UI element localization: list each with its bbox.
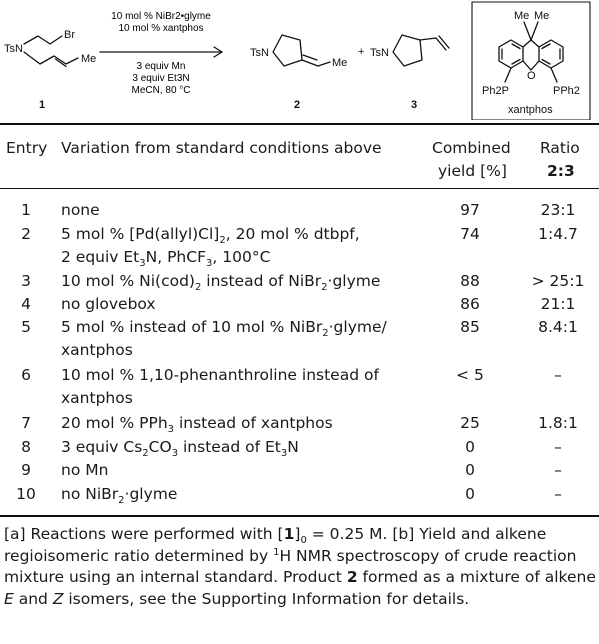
cell-variation: no Mn: [61, 461, 109, 479]
reaction-scheme: [0, 0, 599, 120]
compound-number: 2: [294, 99, 301, 111]
cell-ratio: 1:4.7: [538, 225, 578, 243]
cell-yield: 74: [460, 225, 480, 243]
cell-entry: 3: [21, 272, 31, 290]
atom-label: TsN: [250, 47, 269, 59]
cell-yield: 0: [465, 438, 475, 456]
header-entry: Entry: [6, 139, 48, 157]
cell-entry: 6: [21, 366, 31, 384]
cell-entry: 7: [21, 414, 31, 432]
atom-label: Me: [514, 10, 530, 22]
cell-entry: 4: [21, 295, 31, 313]
atom-label: Ph2P: [482, 85, 509, 97]
atom-label: TsN: [4, 43, 23, 55]
cell-variation: 5 mol % instead of 10 mol % NiBr$_2$·glyme/: [61, 318, 387, 340]
cell-variation: xantphos: [61, 389, 133, 407]
cell-ratio: > 25:1: [531, 272, 585, 290]
cell-yield: 25: [460, 414, 480, 432]
cell-yield: < 5: [456, 366, 484, 384]
cell-variation: 20 mol % PPh$_3$ instead of xantphos: [61, 414, 333, 436]
cell-ratio: 1.8:1: [538, 414, 578, 432]
compound-number: 3: [411, 99, 418, 111]
atom-label: Me: [81, 53, 97, 65]
header-ratio-line1: Ratio: [540, 139, 580, 157]
cell-ratio: 21:1: [540, 295, 576, 313]
table-header-rule: [0, 188, 599, 189]
cell-entry: 5: [21, 318, 31, 336]
cell-ratio: 8.4:1: [538, 318, 578, 336]
compound-number: 1: [39, 99, 46, 111]
cell-yield: 86: [460, 295, 480, 313]
cell-variation: no glovebox: [61, 295, 156, 313]
atom-label: Me: [332, 57, 348, 69]
header-yield-line1: Combined: [432, 139, 511, 157]
cell-ratio: 23:1: [540, 201, 576, 219]
cell-ratio: –: [554, 366, 562, 384]
condition-line: 3 equiv Mn: [136, 61, 186, 72]
cell-yield: 97: [460, 201, 480, 219]
header-variation: Variation from standard conditions above: [61, 139, 382, 157]
table-bottom-rule: [0, 515, 599, 517]
cell-ratio: –: [554, 485, 562, 503]
cell-variation: 3 equiv $Cs_2CO_3$ instead of $Et_3N$: [61, 438, 299, 460]
header-ratio-line2: 2:3: [547, 162, 575, 180]
cell-variation: 10 mol % $Ni(cod)_2$ instead of NiBr$_2$·glyme: [61, 272, 381, 294]
cell-yield: 88: [460, 272, 480, 290]
cell-yield: 0: [465, 485, 475, 503]
atom-label: PPh2: [553, 85, 580, 97]
cell-variation: 2 equiv $Et_3N$, PhCF$_3$, 100°C: [61, 248, 271, 270]
table-top-rule: [0, 123, 599, 125]
cell-variation: 5 mol % $[Pd(allyl)Cl]_2$, 20 mol % dtbpf,: [61, 225, 360, 247]
cell-entry: 1: [21, 201, 31, 219]
condition-line: 3 equiv Et3N: [132, 73, 190, 84]
cell-ratio: –: [554, 461, 562, 479]
atom-label: O: [527, 70, 536, 82]
plus-sign: +: [358, 46, 365, 58]
cell-ratio: –: [554, 438, 562, 456]
header-yield-line2: yield [%]: [438, 162, 507, 180]
atom-label: TsN: [370, 47, 389, 59]
condition-line: 10 mol % xantphos: [118, 23, 204, 34]
atom-label: Br: [64, 29, 75, 41]
cell-entry: 2: [21, 225, 31, 243]
cell-yield: 85: [460, 318, 480, 336]
cell-yield: 0: [465, 461, 475, 479]
cell-entry: 8: [21, 438, 31, 456]
cell-variation: 10 mol % 1,10-phenanthroline instead of: [61, 366, 379, 384]
ligand-name: xantphos: [508, 104, 553, 116]
table-footnote: [4, 524, 596, 610]
condition-line: 10 mol % NiBr2•glyme: [111, 11, 211, 22]
atom-label: Me: [534, 10, 550, 22]
cell-variation: no NiBr$_2$·glyme: [61, 485, 178, 507]
cell-variation: xantphos: [61, 341, 133, 359]
cell-entry: 10: [16, 485, 36, 503]
cell-entry: 9: [21, 461, 31, 479]
footnote-rendered: [a] Reactions were performed with $[1]_0 = 0.25$ M. [b] Yield and alkene regioisomeric ratio determined by $^1$H NMR spectroscopy of crude reaction mixture using an internal standard. Product 2 formed as a mixture of alkene E and Z isomers, see the Supporting Information for details.: [4, 525, 596, 608]
cell-variation: none: [61, 201, 100, 219]
condition-line: MeCN, 80 °C: [131, 85, 191, 96]
